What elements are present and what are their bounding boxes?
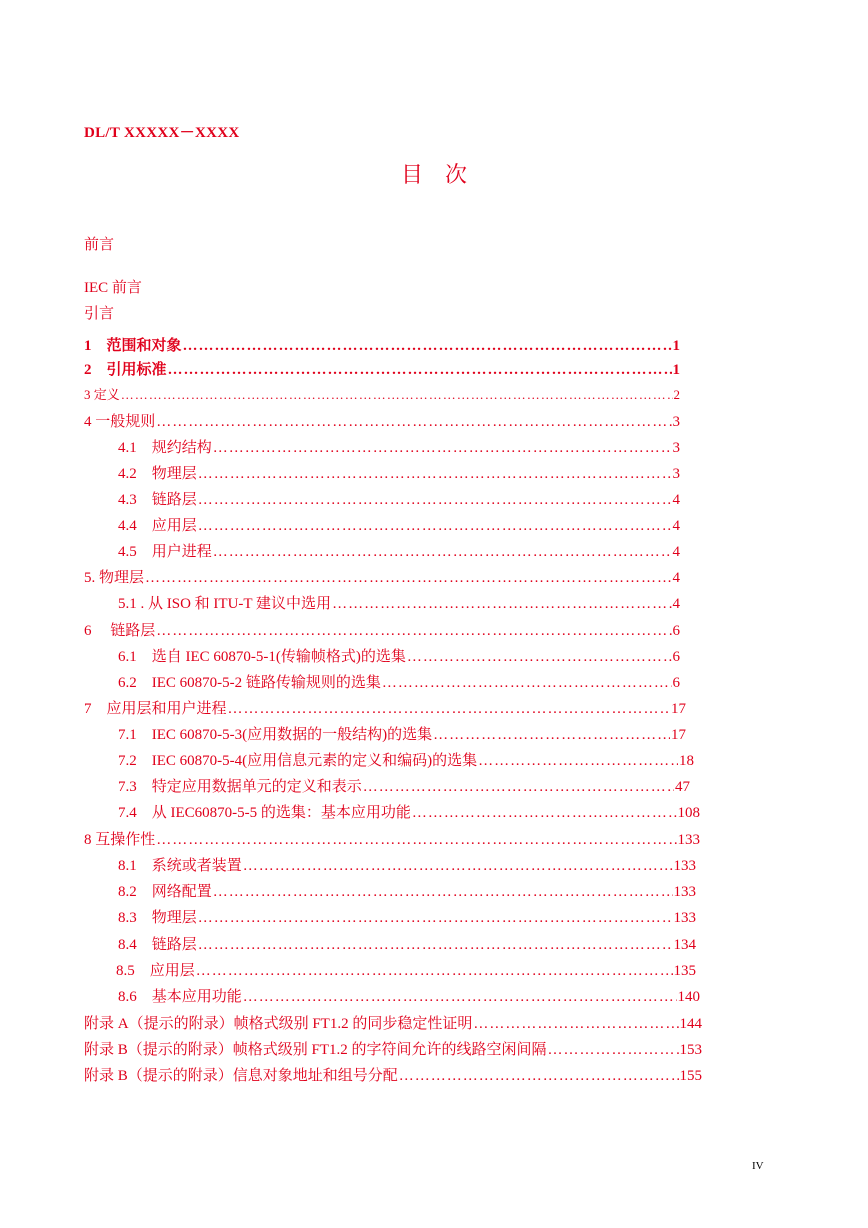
toc-entry[interactable] [118,514,680,536]
toc-entry-page: 1 [672,338,680,354]
toc-entry-label: 4.1 规约结构 [118,440,212,456]
toc-leader-dots [213,440,672,457]
toc-leader-dots [198,466,672,483]
toc-leader-dots [196,963,673,980]
toc-leader-dots [478,753,678,770]
toc-entry[interactable] [118,854,696,876]
toc-title: 目 次 [400,162,467,187]
toc-entry[interactable] [84,619,680,641]
toc-entry-label: 8.1 系统或者装置 [118,858,242,874]
toc-leader-dots [198,910,673,927]
toc-leader-dots [156,623,671,640]
toc-entry[interactable] [84,566,680,588]
toc-entry[interactable] [84,697,686,719]
toc-entry[interactable] [84,1064,702,1086]
toc-leader-dots [156,832,676,849]
toc-entry-page: 108 [677,805,700,821]
toc-entry[interactable] [118,592,680,614]
toc-entry[interactable] [118,671,680,693]
toc-entry[interactable] [118,488,680,510]
toc-entry-label: 7.4 从 IEC60870-5-5 的选集：基本应用功能 [118,805,411,821]
toc-entry[interactable] [84,384,680,406]
toc-entry-page: 1 [672,362,680,378]
toc-entry[interactable] [118,801,700,823]
toc-leader-dots [473,1016,678,1033]
toc-leader-dots [433,727,670,744]
toc-entry-label: 8.3 物理层 [118,910,197,926]
toc-leader-dots [363,779,674,796]
toc-entry[interactable] [84,828,700,850]
toc-entry-label: 5. 物理层 [84,570,145,586]
toc-leader-dots [399,1068,679,1085]
toc-entry-page: 47 [675,779,690,795]
front-matter-introduction[interactable]: 引言 [84,306,115,322]
toc-entry-page: 133 [677,832,700,848]
toc-entry-label: 5.1 . 从 ISO 和 ITU-T 建议中选用 [118,596,332,612]
front-matter-iec-foreword[interactable]: IEC 前言 [84,280,142,296]
toc-leader-dots [121,387,673,403]
toc-entry-label: 3 定义 [84,387,120,402]
toc-entry-label: 附录 B（提示的附录）信息对象地址和组号分配 [84,1068,398,1084]
toc-entry-page: 133 [673,884,696,900]
toc-entry-label: 7.3 特定应用数据单元的定义和表示 [118,779,362,795]
toc-entry-label: 6.2 IEC 60870-5-2 链路传输规则的选集 [118,675,381,691]
toc-entry-label: 2 引用标准 [84,362,167,378]
toc-entry[interactable] [118,985,700,1007]
toc-entry-label: 附录 A（提示的附录）帧格式级别 FT1.2 的同步稳定性证明 [84,1016,473,1032]
toc-entry-page: 6 [672,675,680,691]
toc-leader-dots [198,518,672,535]
document-code: DL/T XXXXX－XXXX [84,125,240,141]
toc-leader-dots [412,805,677,822]
toc-entry-page: 4 [672,544,680,560]
toc-entry[interactable] [116,959,696,981]
toc-entry-label: 6.1 选自 IEC 60870-5-1(传输帧格式)的选集 [118,649,406,665]
toc-leader-dots [228,701,670,718]
toc-entry-page: 4 [672,596,680,612]
toc-entry-page: 153 [679,1042,702,1058]
toc-entry-label: 8.6 基本应用功能 [118,989,242,1005]
toc-entry[interactable] [118,933,696,955]
toc-leader-dots [145,570,671,587]
toc-leader-dots [382,675,672,692]
toc-leader-dots [198,492,672,509]
front-matter-foreword[interactable]: 前言 [84,237,115,253]
toc-entry-page: 18 [679,753,694,769]
toc-entry-page: 140 [677,989,700,1005]
toc-entry-page: 2 [673,387,680,402]
toc-entry-page: 4 [672,570,680,586]
toc-entry[interactable] [118,906,696,928]
toc-entry-page: 4 [672,492,680,508]
toc-entry[interactable] [118,880,696,902]
toc-leader-dots [168,362,672,379]
toc-entry-label: 7.2 IEC 60870-5-4(应用信息元素的定义和编码)的选集 [118,753,478,769]
toc-entry-page: 144 [679,1016,702,1032]
toc-entry[interactable] [84,410,680,432]
toc-entry-label: 附录 B（提示的附录）帧格式级别 FT1.2 的字符间允许的线路空闲间隔 [84,1042,547,1058]
toc-entry[interactable] [118,436,680,458]
toc-entry-label: 1 范围和对象 [84,338,182,354]
toc-leader-dots [156,414,671,431]
toc-entry-label: 7 应用层和用户进程 [84,701,227,717]
toc-leader-dots [213,544,672,561]
toc-entry-page: 134 [673,937,696,953]
toc-entry-page: 17 [671,727,686,743]
toc-entry-label: 8.2 网络配置 [118,884,212,900]
toc-leader-dots [183,338,672,355]
toc-entry-page: 6 [672,649,680,665]
toc-leader-dots [243,989,677,1006]
toc-entry[interactable] [84,334,680,356]
toc-entry-label: 7.1 IEC 60870-5-3(应用数据的一般结构)的选集 [118,727,433,743]
toc-leader-dots [407,649,672,666]
toc-entry-label: 4.2 物理层 [118,466,197,482]
toc-entry-page: 155 [679,1068,702,1084]
toc-entry-label: 4 一般规则 [84,414,156,430]
toc-leader-dots [243,858,673,875]
toc-entry-page: 6 [672,623,680,639]
toc-leader-dots [548,1042,679,1059]
toc-entry[interactable] [84,358,680,380]
toc-entry-page: 3 [672,414,680,430]
toc-entry[interactable] [118,749,694,771]
toc-entry[interactable] [84,1012,702,1034]
toc-entry-label: 8 互操作性 [84,832,156,848]
toc-entry[interactable] [118,775,690,797]
toc-entry-label: 4.3 链路层 [118,492,197,508]
toc-entry[interactable] [118,540,680,562]
toc-entry[interactable] [118,645,680,667]
toc-entry-label: 8.4 链路层 [118,937,197,953]
page-number: IV [752,1160,764,1172]
toc-entry-label: 4.4 应用层 [118,518,197,534]
toc-entry-page: 133 [673,858,696,874]
toc-leader-dots [213,884,673,901]
toc-entry-page: 133 [673,910,696,926]
toc-entry-label: 4.5 用户进程 [118,544,212,560]
toc-entry-label: 8.5 应用层 [116,963,195,979]
toc-entry-page: 3 [672,466,680,482]
toc-entry-label: 6 链路层 [84,623,156,639]
toc-entry[interactable] [84,1038,702,1060]
toc-entry[interactable] [118,723,686,745]
toc-leader-dots [332,596,671,613]
toc-entry-page: 17 [671,701,686,717]
toc-entry-page: 4 [672,518,680,534]
toc-entry-page: 3 [672,440,680,456]
toc-leader-dots [198,937,673,954]
toc-entry-page: 135 [673,963,696,979]
toc-entry[interactable] [118,462,680,484]
